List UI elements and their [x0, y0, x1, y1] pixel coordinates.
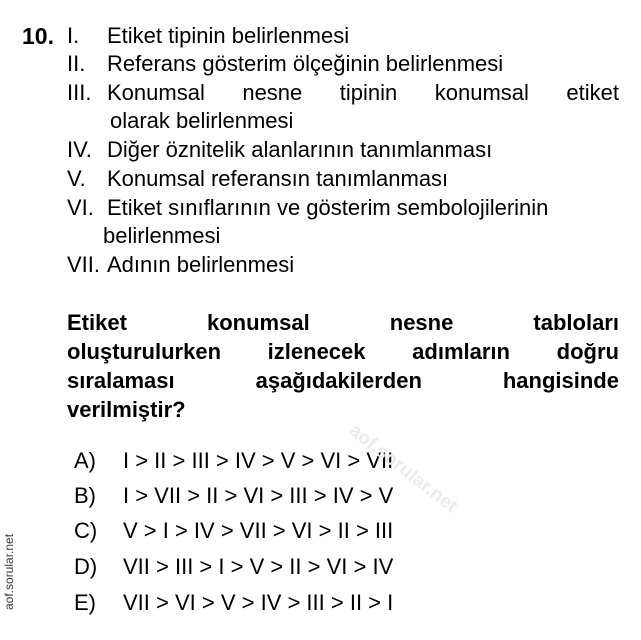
- prompt-word: nesne: [389, 310, 454, 335]
- prompt-word: konumsal: [206, 310, 310, 335]
- option-letter: B): [74, 483, 96, 508]
- option-letter: A): [74, 448, 96, 473]
- prompt-word: izlenecek: [267, 339, 366, 364]
- option-text: VII > VI > V > IV > III > II > I: [123, 590, 394, 615]
- step-text: Adının belirlenmesi: [107, 252, 295, 277]
- step-word: konumsal: [434, 80, 529, 105]
- option-text: V > I > IV > VII > VI > II > III: [123, 518, 394, 543]
- prompt-word: aşağıdakilerden: [255, 368, 422, 393]
- option-letter: D): [74, 554, 98, 579]
- question-number: 10.: [22, 23, 54, 49]
- step-word: etiket: [566, 80, 619, 105]
- option-text: VII > III > I > V > II > VI > IV: [123, 554, 394, 579]
- prompt-word: Etiket: [67, 310, 127, 335]
- prompt-line-4: verilmiştir?: [67, 397, 186, 422]
- step-text: Referans gösterim ölçeğinin belirlenmesi: [107, 51, 504, 76]
- step-number: VII.: [67, 252, 101, 277]
- prompt-word: sıralaması: [67, 368, 175, 393]
- step-number: V.: [67, 166, 86, 191]
- step-word: nesne: [242, 80, 303, 105]
- option-letter: C): [74, 518, 98, 543]
- option-text: I > II > III > IV > V > VI > VII: [123, 448, 394, 473]
- prompt-line-3: [67, 367, 619, 395]
- step-text-continuation: belirlenmesi: [103, 223, 221, 248]
- option-text: I > VII > II > VI > III > IV > V: [123, 483, 394, 508]
- prompt-line-2: [67, 338, 619, 366]
- option-letter: E): [74, 590, 96, 615]
- step-word: Konumsal: [107, 80, 205, 105]
- prompt-word: adımların: [412, 339, 510, 364]
- prompt-word: oluşturulurken: [67, 339, 222, 364]
- watermark-diagonal: aof.sorular.net: [345, 420, 462, 518]
- step-text: Etiket tipinin belirlenmesi: [107, 23, 350, 48]
- step-number: III.: [67, 80, 92, 105]
- step-text: [107, 79, 619, 107]
- prompt-line-1: [67, 309, 619, 337]
- step-text: Etiket sınıflarının ve gösterim sembolojilerinin: [107, 195, 549, 220]
- step-number: VI.: [67, 195, 94, 220]
- prompt-word: tabloları: [533, 310, 619, 335]
- prompt-word: hangisinde: [502, 368, 619, 393]
- step-text: Konumsal referansın tanımlanması: [107, 166, 449, 191]
- watermark-side: aof.sorular.net: [2, 533, 16, 610]
- step-word: tipinin: [339, 80, 398, 105]
- step-number: IV.: [67, 137, 92, 162]
- step-text-continuation: olarak belirlenmesi: [110, 108, 294, 133]
- prompt-word: doğru: [556, 339, 619, 364]
- step-number: I.: [67, 23, 80, 48]
- step-text: Diğer öznitelik alanlarının tanımlanması: [107, 137, 493, 162]
- step-number: II.: [67, 51, 86, 76]
